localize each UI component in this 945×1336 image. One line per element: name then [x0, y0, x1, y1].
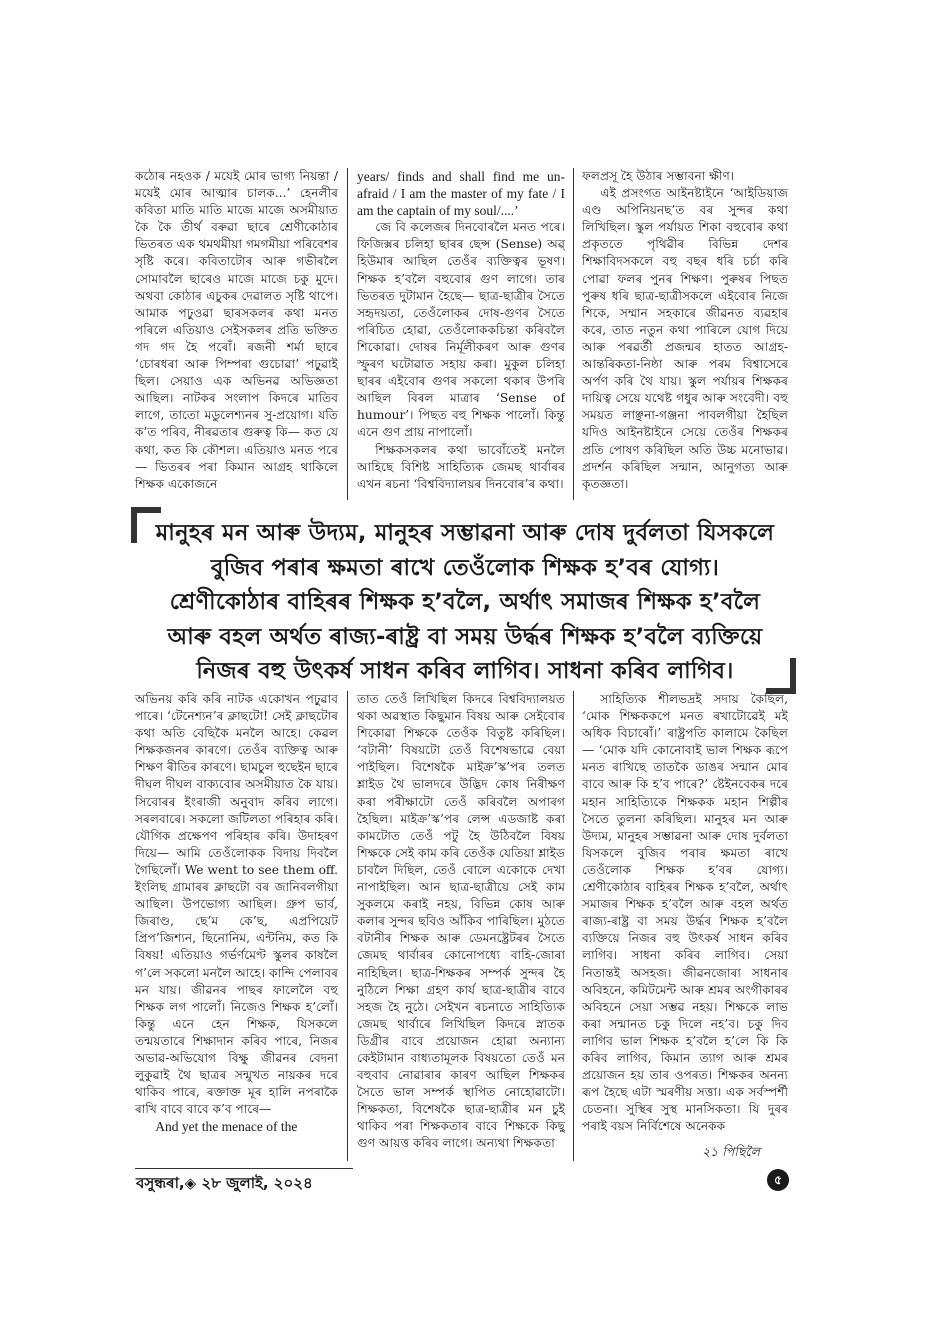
- paragraph: শিক্ষকসকলৰ কথা ভাবোঁতেই মনলৈ আহিছে বিশিষ্ট সাহিত্যিক জেমছ থাৰ্বাৰৰ এখন ৰচনা ‘বিশ্ববিদ্যালয়ৰ দিনবোৰ’ৰ কথা।: [357, 442, 565, 491]
- pull-quote-line: বুজিব পৰাৰ ক্ষমতা ৰাখে তেওঁলোক শিক্ষক হ’বৰ যোগ্য।: [210, 554, 720, 581]
- paragraph: সাহিত্যিক শীলভদ্ৰই সদায় কৈছিল, ‘মোক শিক্ষককপে মনত ৰখাটোৱেই মই অধিক বিচাৰোঁ।’ ৰাষ্ট্ৰপতি কালামে কৈছিল— ‘মোক যদি কোনোবাই ভাল শিক্ষক ৰূপে মনত ৰাখিছে তাতকৈ ডাঙৰ সন্মান মোৰ বাবে আৰু কি হ’ব পাৰে?’ ষ্টেইনবেকৰ দৰে মহান সাহিত্যিকে শিক্ষকক মহান শিল্পীৰ সৈতে তুলনা কৰিছিল। মানুহৰ মন আৰু উদ্যম, মানুহৰ সম্ভাৱনা আৰু দোষ দুৰ্বলতা যিসকলে বুজিব পৰাৰ ক্ষমতা ৰাখে তেওঁলোক শিক্ষক হ’বৰ যোগ্য। শ্ৰেণীকোঠাৰ বাহিৰৰ শিক্ষক হ’বলৈ, অৰ্থাৎ সমাজৰ শিক্ষক হ’বলৈ আৰু বহল অৰ্থত ৰাজ্য-ৰাষ্ট্ৰ বা সময় উৰ্দ্ধৰ শিক্ষক হ’বলৈ ব্যক্তিয়ে নিজৰ বহু উৎকৰ্ষ সাধন কৰিব লাগিব। সাধনা কৰিব লাগিব। সেয়া নিতান্তই অসহজ। জীৱনজোৰা সাধনাৰ অবিহনে, কমিটমেন্ট আৰু শ্ৰমৰ অংগীকাৰৰ অবিহনে সেয়া সম্ভৱ নহয়। শিক্ষকে লাভ কৰা সন্মানত চকু দিলে নহ’ব। চকু দিব লাগিব ভাল শিক্ষক হ’বলৈ হ’লে কি কি কৰিব লাগিব, কিমান ত্যাগ আৰু শ্ৰমৰ প্ৰয়োজন হয় তাৰ ওপৰত। শিক্ষকৰ অনন্য ৰূপ হৈছে এটা স্মৰণীয় সত্তা। এক সৰ্বস্পৰ্শী চেতনা। সুস্থিৰ সুস্থ মানসিকতা। যি দুৰৰ পৰাই বয়স নিৰ্বিশেষে অনেকক: [582, 692, 788, 1134]
- paragraph: জে বি কলেজৰ দিনবোৰলৈ মনত পৰে। ফিজিক্সৰ চলিহা ছাৰৰ ছেন্স (Sense) অৱ্ হিউমাৰ আছিল তেওঁৰ ব্যক্তিত্বৰ ভূষণ। শিক্ষক হ’বলৈ বহুবোৰ গুণ লাগে। তাৰ ভিতৰত দুটামান হৈছে— ছাত্ৰ-ছাত্ৰীৰ সৈতে সহৃদয়তা, তেওঁলোকৰ দোষ-গুণৰ সৈতে পৰিচিত হোৱা, তেওঁলোককচিন্তা কৰিবলৈ শিকোৱা। দোষৰ নিৰ্মূলীকৰণ আৰু গুণৰ স্ফুৰণ ঘটোৱাত সহায় কৰা। মুকুল চলিহা ছাৰৰ এইবোৰ গুণৰ সকলো থকাৰ উপৰি আছিল বিৰল মাত্ৰাৰ ‘Sense of humour’। পিছত বহু শিক্ষক পালোঁ। কিন্তু এনে গুণ প্ৰায় নাপালোঁ।: [357, 220, 565, 440]
- quote-bracket-close: [766, 658, 796, 694]
- column-divider: [573, 168, 574, 500]
- footer-rule: [135, 1168, 353, 1169]
- pull-quote-line: আৰু বহল অৰ্থত ৰাজ্য-ৰাষ্ট্ৰ বা সময় উৰ্দ্ধৰ শিক্ষক হ’বলৈ ব্যক্তিয়ে: [167, 623, 763, 650]
- paragraph: কঠোৰ নহওক / মযেই মোৰ ভাগ্য নিয়ন্তা / মযেই মোৰ আত্মাৰ চালক...’ হেনলীৰ কবিতা মাতি মাতি মাজে মাজে অসমীয়াত কৈ কৈ তীৰ্থ বৰুৱা ছাৰে শ্ৰেণীকোঠাৰ ভিতৰত এক থমথমীয়া গমগমীয়া পৰিবেশৰ সৃষ্টি কৰে। কবিতাটোৰ আৰু গভীৰলৈ সোমাবলৈ ছাৰেও মাজে মাজে চকু মুদে। অথবা কোঠাৰ এচুকৰ দেৱালত সৃষ্টি থাপে। আমাক পঢ়ুওৱা ছাৰসকলৰ কথা মনত পৰিলে এতিয়াও সেইসকলৰ প্ৰতি ভক্তিত গদ গদ হৈ পৰোঁ। ৰজনী শৰ্মা ছাৰে ‘চোৰধৰা আৰু পিম্পৰা গুচোৱা’ পঢ়ুৱাই ছিল। সেয়াও এক অভিনৱ অভিজ্ঞতা আছিল। নাটকৰ সংলাপ কিদৰে মাতিব লাগে, তাতো মডুলেশ্যনৰ সু-প্ৰয়োগ। যতি ক’ত পৰিব, নীৰৱতাৰ গুৰুত্ব কি— কত যে কথা, কত কি কৌশল। এতিয়াও মনত পৰে— ভিতৰৰ পৰা কিমান আগ্ৰহ থাকিলে শিক্ষক একোজনে: [135, 169, 338, 491]
- pull-quote-line: শ্ৰেণীকোঠাৰ বাহিৰৰ শিক্ষক হ’বলৈ, অৰ্থাৎ সমাজৰ শিক্ষক হ’বলৈ: [169, 589, 761, 615]
- pull-quote-line: নিজৰ বহু উৎকৰ্ষ সাধন কৰিব লাগিব। সাধনা কৰিব লাগিব।: [196, 658, 734, 684]
- bottom-column-1: [135, 691, 338, 1161]
- bottom-column-2: [357, 691, 565, 1161]
- top-column-3: [582, 168, 788, 500]
- paragraph: অভিনয় কৰি কৰি নাটক একোখন পঢ়ুৱাব পাৰে। ‘টেনেশ্যন’ৰ ক্লাছটো! সেই ক্লাছটোৰ কথা অতি বেছিকৈ মনলৈ আহে। কেৱল শিক্ষকজনৰ কাৰণে। তেওঁৰ ব্যক্তিত্ব আৰু শিক্ষণ ৰীতিৰ কাৰণে। ছামচুল হুছেইন ছাৰে দীঘল দীঘল বাক্যবোৰ অসমীয়াত কৈ যায়। সিবোৰৰ ইংৰাজী অনুবাদ কৰিব লাগে। সৰলবাৰে। সকলো জটিলতা পৰিহাৰ কৰি। যৌগিক প্ৰক্ষেপণ পৰিহাৰ কৰি। উদাহৰণ দিয়ে— আমি তেওঁলোকক বিদায় দিবলৈ গৈছিলোঁ। We went to see them off. ইংলিছ গ্ৰামাৰৰ ক্লাছটো বৰ জানিবলগীয়া আছিল। উপভোগ্য আছিল। গ্ৰুপ ভাৰ্ব, জিৰাণ্ড, ছে’ম কে’ছ, এপ্ৰপিয়েট প্ৰিপ’জিশ্যন, ছিনোনিম, এন্টনিম, কত কি বিষয়! এতিয়াও গৰ্ভৰ্ণমেণ্ট স্কুলৰ কাষলৈ গ’লে সকলো মনলৈ আহে। কান্দি পেলাবৰ মন যায়। জীৱনৰ পাছৰ ফালেলৈ বহু শিক্ষক লগ পালোঁ। নিজেও শিক্ষক হ’লোঁ। কিন্তু এনে হেন শিক্ষক, যিসকলে তন্ময়তাৰে শিক্ষাদান কৰিব পাৰে, নিজৰ অভাৱ-অভিযোগ বিক্ষু জীৱনৰ বেদনা লুকুৱাই থৈ ছাত্ৰৰ সন্মুখত নায়কৰ দৰে থাকিব পাৰে, ৰক্তাক্ত মূৰ হালি নপৰাকৈ ৰাখি বাবে বাবে ক’ব পাৰে—: [135, 692, 338, 1117]
- top-column-1: [135, 168, 338, 500]
- column-divider: [347, 691, 348, 1161]
- bottom-column-3: [582, 691, 788, 1144]
- paragraph: And yet the menace of the: [155, 1119, 298, 1135]
- top-column-2: [357, 168, 565, 500]
- paragraph: তাত তেওঁ লিখিছিল কিদৰে বিশ্ববিদ্যালয়ত থকা অৱস্থাত কিছুমান বিষয় আৰু সেইবোৰ শিকোৱা শিক্ষকে তেওঁক বিতুষ্ট কৰিছিল। ‘বটানী’ বিষয়টো তেওঁ বিশেষভাৱে বেয়া পাইছিল। বিশেষকৈ মাইক্ৰ’স্ক’পৰ তলত শ্লাইড থৈ ভালদৰে উদ্ভিদ কোষ নিৰীক্ষণ কৰা পৰীক্ষাটো তেওঁ কৰিবলৈ অপাৰগ হৈছিল। মাইক্ৰ’স্ক’পৰ লেন্স এডজাষ্ট কৰা কামটোত তেওঁ পটু হৈ উঠিবলৈ বিষয় শিক্ষকে সেই কাম কৰি তেওঁক যেতিয়া শ্লাইড চাবলৈ দিছিল, তেওঁ বোলে একোকে দেখা নাপাইছিল। আন ছাত্ৰ-ছাত্ৰীয়ে সেই কাম সুকলমে কৰাই নহয়, বিভিন্ন কোষ আৰু কলাৰ সুন্দৰ ছবিও আঁকিব পাৰিছিল। মুঠতে বটানীৰ শিক্ষক আৰু ডেমনষ্ট্ৰেটৰৰ সৈতে জেমছ থাৰ্বাৰৰ কোনোপধ্যে বাহি-জোৰা নাহিছিল। ছাত্ৰ-শিক্ষকৰ সম্পৰ্ক সুন্দৰ হৈ নুঠিলে শিক্ষা গ্ৰহণ কাৰ্য ছাত্ৰ-ছাত্ৰীৰ বাবে সহজ হৈ নুঠে। সেইখন ৰচনাতে সাহিত্যিক জেমছ থাৰ্বাৰে লিখিছিল কিদৰে স্নাতক ডিগ্ৰীৰ বাবে প্ৰয়োজন হোৱা অন্যান্য কেইটামান বাধ্যতামূলক বিষয়তো তেওঁ মন বহুবাব নোৱাৰাৰ কাৰণ আছিল শিক্ষকৰ সৈতে ভাল সম্পৰ্ক স্থাপিত নোহোৱাটো। শিক্ষকতা, বিশেষকৈ ছাত্ৰ-ছাত্ৰীৰ মন চুই থাকিব পৰা শিক্ষকতাৰ বাবে শিক্ষকে কিছু গুণ আয়ত্ত কৰিব লাগে। অন্যথা শিক্ষকতা: [357, 692, 565, 1151]
- column-divider: [573, 691, 574, 1161]
- paragraph: years/ finds and shall find me un-afraid / I am the master of my fate / I am the captain of my soul/....’: [357, 169, 565, 219]
- paragraph: ফলপ্ৰসূ হৈ উঠাৰ সম্ভাবনা ক্ষীণ।: [582, 169, 735, 183]
- pull-quote-line: মানুহৰ মন আৰু উদ্যম, মানুহৰ সম্ভাৱনা আৰু দোষ দুৰ্বলতা যিসকলে: [155, 520, 775, 546]
- paragraph: এই প্ৰসংগত আইনষ্টাইনে ‘আইডিয়াজ এণ্ড অপিনিয়নছ’ত বৰ সুন্দৰ কথা লিখিছিল। স্কুল পৰ্যায়ত শিকা বহুবোৰ কথা প্ৰকৃততে পৃথিৱীৰ বিভিন্ন দেশৰ শিক্ষাবিদসকলে বহু বছৰ ধৰি চৰ্চা কৰি পোৱা ফলৰ পুনৰ শিক্ষণ। পুৰুষৰ পিছত পুৰুষ ধৰি ছাত্ৰ-ছাত্ৰীসকলে এইবোৰ নিজে শিকে, সম্মান সহকাৰে জীৱনত ব্যৱহাৰ কৰে, তাত নতুন কথা পাৰিলে যোগ দিয়ে আৰু পৰৱৰ্তী প্ৰজন্মৰ হাতত আগ্ৰহ-আন্তৰিকতা-নিষ্ঠা আৰু পৰম বিশ্বাসেৰে অৰ্পণ কৰি থৈ যায়। স্কুল পৰ্যায়ৰ শিক্ষকৰ দায়িত্ব সেয়ে যথেষ্ট গধুৰ আৰু সংবেদী। বহু সময়ত লাঞ্ছনা-গঞ্জনা পাবলগীয়া হৈছিল যদিও আইনষ্টাইনে সেয়ে তেওঁৰ শিক্ষকৰ প্ৰতি পোষণ কৰিছিল অতি উচ্চ মনোভাৱ। প্ৰদৰ্শন কৰিছিল সন্মান, আনুগত্য আৰু কৃতজ্ঞতা।: [582, 186, 788, 491]
- pull-quote: [140, 516, 790, 689]
- column-divider: [347, 168, 348, 500]
- page-number-badge: ৫: [767, 1169, 789, 1191]
- footer-masthead: বসুন্ধৰা,◈ ২৮ জুলাই, ২০২৪: [136, 1174, 313, 1192]
- continued-marker: ২১ পিছিলৈ: [702, 1144, 760, 1159]
